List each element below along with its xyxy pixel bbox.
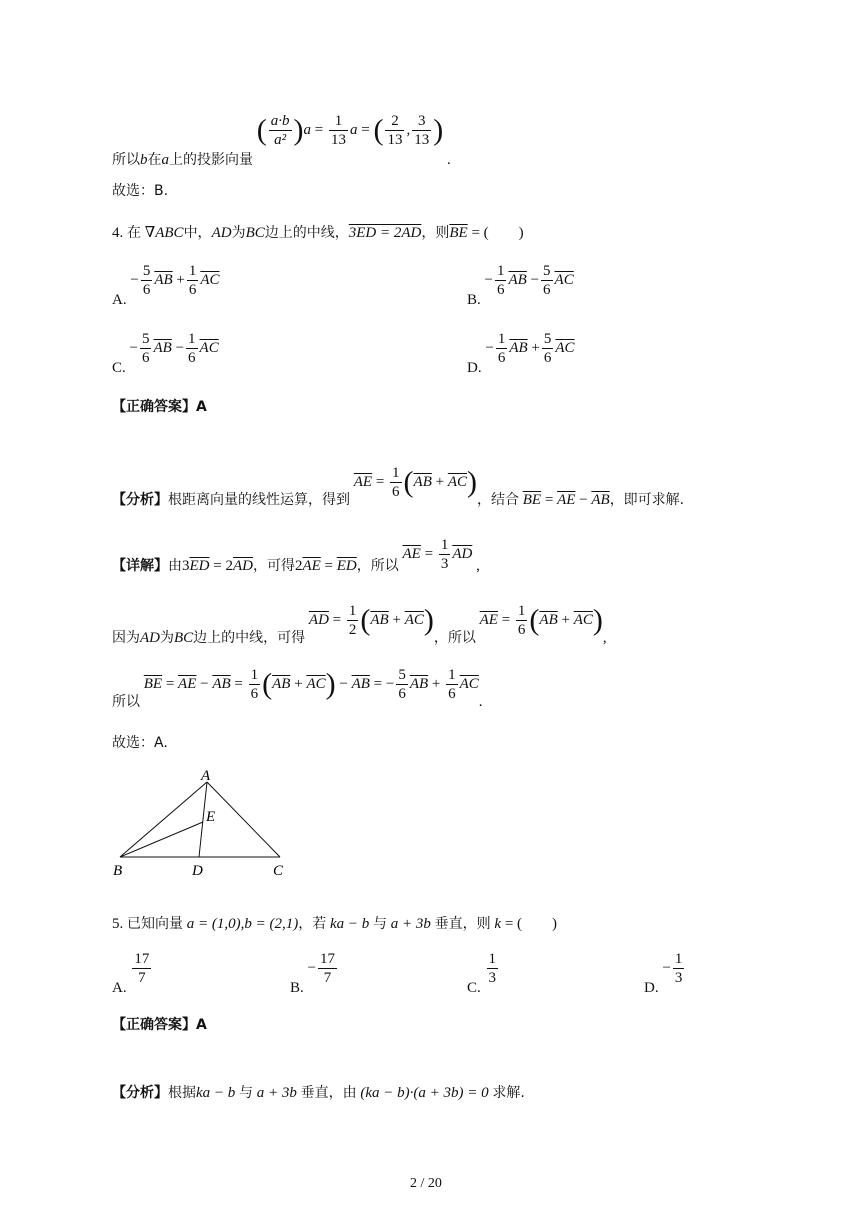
vec-ac: $\overline{AC}$ bbox=[200, 271, 220, 288]
q5-ka-b: ka − b bbox=[329, 916, 370, 932]
projection-line bbox=[112, 112, 451, 169]
label-D: D bbox=[192, 863, 203, 879]
analysis-label: 【分析】 bbox=[112, 1085, 168, 1101]
q5-option-d[interactable] bbox=[644, 950, 686, 997]
line3-bc: BC bbox=[174, 629, 194, 646]
vec-ac: $\overline{AC}$ bbox=[555, 339, 575, 356]
vec-ac: $\overline{AC}$ bbox=[554, 271, 574, 288]
q5-analysis bbox=[112, 1082, 525, 1102]
q4-detail: 【详解】由$3\overline{ED} = 2\overline{AD}$，可得$2\overline{AE} = \overline{ED}$，所以 $\overline{AE}$ = $\frac{1}{3}$ $\overline{AD}$ , bbox=[112, 537, 480, 574]
den: 6 bbox=[142, 282, 151, 298]
analysis-text: 根距离向量的线性运算，得到 bbox=[168, 491, 350, 508]
analysis-end: ，即可求解. bbox=[609, 491, 685, 508]
q5-tail: = ( ) bbox=[504, 916, 558, 932]
q5-vectors: a = (1,0),b = (2,1) bbox=[186, 916, 299, 932]
sign: − bbox=[307, 959, 316, 976]
q4-detail-2: 因为AD为BC边上的中线，可得 $\overline{AD}$ = $\frac{1}{2}$ $(\overline{AB} + \overline{AC})$，所以 $\overline{AE}$ = $\frac{1}{6}$ $(\overline{AB} + \overline{AC})$, bbox=[112, 603, 607, 646]
den: 6 bbox=[543, 282, 551, 298]
rx-den: 13 bbox=[387, 132, 403, 148]
den: 6 bbox=[497, 350, 506, 366]
detail-label: 【详解】 bbox=[112, 557, 168, 574]
answer-q3: 故选：B. bbox=[112, 183, 169, 199]
q4-triangle: ∇ABC bbox=[144, 225, 184, 241]
line4-prefix: 所以 bbox=[112, 693, 140, 710]
be-formula: $\overline{BE} = \overline{AE} - \overline{AB}$ bbox=[522, 491, 610, 508]
ae-ed: $2\overline{AE} = \overline{ED}$ bbox=[294, 557, 357, 574]
ae-third: $\overline{AE}$ = $\frac{1}{3}$ $\overline{AD}$ bbox=[402, 537, 473, 572]
den: 6 bbox=[496, 282, 505, 298]
vec-a: a bbox=[161, 151, 169, 168]
q4-detail-3: 所以 $\overline{BE} = \overline{AE} - \overline{AB}$ = $\frac{1}{6}$ $(\overline{AB} + \overline{AC}) - \overline{AB}$ = − $\frac{5}{6}$ $\overline{AB}$ + $\frac{1}{6}$ $\overline{AC}$. bbox=[112, 667, 483, 710]
q5-option-b[interactable] bbox=[290, 950, 339, 997]
projection-mid: 在 bbox=[147, 151, 162, 168]
vec-ab: $\overline{AB}$ bbox=[509, 339, 528, 356]
q4-number: 4. bbox=[112, 225, 124, 241]
vec-ab: $\overline{AB}$ bbox=[154, 271, 173, 288]
analysis-text2: 与 bbox=[239, 1085, 254, 1101]
ad-half: $\overline{AD}$ = $\frac{1}{2}$ $(\overline{AB} + \overline{AC})$ bbox=[308, 603, 434, 638]
q4-be: $\overline{BE}$ bbox=[449, 225, 468, 241]
rx-num: 2 bbox=[385, 112, 404, 131]
line3-d: ，所以 bbox=[433, 629, 476, 646]
projection-suffix: 上的投影向量 bbox=[169, 151, 253, 168]
line3-ad: AD bbox=[140, 629, 160, 646]
den: 7 bbox=[323, 970, 332, 986]
num: 17 bbox=[134, 951, 150, 967]
analysis-text3: 垂直，由 bbox=[300, 1085, 357, 1101]
coef: 1 bbox=[188, 263, 197, 279]
ry-num: 3 bbox=[412, 112, 431, 131]
sign: − bbox=[175, 339, 185, 356]
q4-text1: 在 bbox=[127, 225, 141, 241]
q5-text4: 垂直，则 bbox=[434, 916, 491, 932]
analysis-text1: 根据 bbox=[168, 1085, 196, 1101]
den: 6 bbox=[543, 350, 552, 366]
sign: − bbox=[662, 959, 671, 976]
coef: 5 bbox=[141, 331, 150, 347]
sign: − bbox=[130, 271, 139, 288]
projection-end: . bbox=[446, 151, 451, 168]
sign: − bbox=[530, 271, 540, 288]
num: 1 bbox=[488, 951, 497, 967]
dot-numerator: a·b bbox=[270, 113, 290, 129]
option-label: D. bbox=[467, 359, 482, 376]
den: 6 bbox=[141, 350, 150, 366]
question-5 bbox=[112, 912, 557, 933]
line3-a: 因为 bbox=[112, 629, 140, 646]
coef-den: 13 bbox=[330, 132, 346, 148]
ae-formula: $\overline{AE}$ = $\frac{1}{6}$ $(\overline{AB} + \overline{AC})$ bbox=[353, 465, 478, 500]
analysis-a3b: a + 3b bbox=[256, 1085, 297, 1101]
analysis-end: 求解. bbox=[492, 1085, 525, 1101]
q4-option-c[interactable] bbox=[112, 330, 219, 377]
ae-sixth: $\overline{AE}$ = $\frac{1}{6}$ $(\overline{AB} + \overline{AC})$ bbox=[479, 603, 603, 638]
q5-text3: 与 bbox=[373, 916, 388, 932]
vec-b: b bbox=[140, 151, 148, 168]
dot-denominator: a² bbox=[274, 132, 287, 148]
analysis-formula: (ka − b)·(a + 3b) = 0 bbox=[360, 1085, 489, 1101]
detail-text1: 由 bbox=[168, 557, 182, 574]
sign: + bbox=[531, 339, 540, 356]
line3-b: 为 bbox=[160, 629, 174, 646]
q4-condition: 3ED = 2AD bbox=[348, 225, 422, 241]
analysis-mid: ，结合 bbox=[477, 491, 520, 508]
question-4 bbox=[112, 221, 524, 242]
q5-a3b: a + 3b bbox=[390, 916, 431, 932]
coef: 1 bbox=[496, 263, 505, 279]
sign: − bbox=[484, 271, 493, 288]
triangle-figure bbox=[108, 764, 298, 880]
sign: − bbox=[485, 339, 494, 356]
coef-num: 1 bbox=[329, 112, 348, 131]
be-final: $\overline{BE} = \overline{AE} - \overline{AB}$ = $\frac{1}{6}$ $(\overline{AB} + \overline{AC}) - \overline{AB}$ = − $\frac{5}{6}$ $\overline{AB}$ + $\frac{1}{6}$ $\overline{AC}$ bbox=[143, 667, 479, 702]
analysis-label: 【分析】 bbox=[112, 491, 168, 508]
den: 6 bbox=[188, 282, 197, 298]
option-label: A. bbox=[112, 979, 127, 996]
q4-text3: 为 bbox=[231, 225, 246, 241]
ed-formula: $3\overline{ED} = 2\overline{AD}$ bbox=[182, 557, 253, 574]
q4-correct-answer: 【正确答案】A bbox=[112, 399, 207, 415]
den: 6 bbox=[188, 350, 196, 366]
q5-option-c[interactable] bbox=[467, 950, 500, 997]
vec-ab: $\overline{AB}$ bbox=[153, 339, 172, 356]
q4-option-a[interactable] bbox=[112, 262, 220, 309]
q4-analysis bbox=[112, 464, 684, 509]
label-A: A bbox=[201, 768, 211, 784]
projection-prefix: 所以 bbox=[112, 151, 140, 168]
coef: 1 bbox=[497, 331, 506, 347]
label-B: B bbox=[113, 863, 123, 879]
q5-text1: 已知向量 bbox=[127, 916, 183, 932]
q5-option-a[interactable] bbox=[112, 950, 153, 997]
q4-ad: AD bbox=[211, 225, 232, 241]
q4-option-b[interactable] bbox=[467, 262, 574, 309]
q5-number: 5. bbox=[112, 916, 124, 932]
ry-den: 13 bbox=[414, 132, 430, 148]
detail-text3: ，所以 bbox=[356, 557, 399, 574]
q4-choose: 故选：A. bbox=[112, 735, 168, 751]
q4-bc: BC bbox=[245, 225, 265, 241]
label-E: E bbox=[206, 809, 216, 825]
option-label: A. bbox=[112, 291, 127, 308]
q4-option-d[interactable] bbox=[467, 330, 575, 377]
option-label: B. bbox=[290, 979, 304, 996]
sign: − bbox=[129, 339, 138, 356]
den: 3 bbox=[674, 970, 683, 986]
projection-formula: ( $\frac{a\cdot b}{\text{a²}}$ )a = $\frac{1}{13}$ a = ( $\frac{2}{13}$ , $\frac{3}{13}$ ) bbox=[256, 113, 444, 148]
option-label: B. bbox=[467, 291, 481, 308]
detail-text2: ，可得 bbox=[252, 557, 295, 574]
q4-text5: ，则 bbox=[421, 225, 450, 241]
label-C: C bbox=[273, 863, 284, 879]
coef: 5 bbox=[142, 263, 151, 279]
q5-k: k bbox=[494, 916, 502, 932]
den: 7 bbox=[138, 970, 146, 986]
analysis-ka-b: ka − b bbox=[196, 1085, 236, 1101]
den: 3 bbox=[488, 970, 497, 986]
coef: 5 bbox=[543, 331, 552, 347]
option-label: C. bbox=[467, 979, 481, 996]
page-number: 2 / 20 bbox=[410, 1176, 442, 1191]
q4-text4: 边上的中线， bbox=[264, 225, 349, 241]
vec-ac: $\overline{AC}$ bbox=[199, 339, 219, 356]
coef: 1 bbox=[188, 331, 196, 347]
sign: + bbox=[176, 271, 185, 288]
q5-correct-answer: 【正确答案】A bbox=[112, 1017, 207, 1033]
line3-c: 边上的中线，可得 bbox=[193, 629, 306, 646]
option-label: D. bbox=[644, 979, 659, 996]
num: 1 bbox=[674, 951, 683, 967]
num: 17 bbox=[319, 951, 335, 967]
coef: 5 bbox=[543, 263, 551, 279]
q5-text2: ，若 bbox=[298, 916, 327, 932]
q4-tail: = ( ) bbox=[471, 225, 524, 241]
option-label: C. bbox=[112, 359, 126, 376]
vec-ab: $\overline{AB}$ bbox=[508, 271, 527, 288]
q4-text2: 中， bbox=[183, 225, 212, 241]
